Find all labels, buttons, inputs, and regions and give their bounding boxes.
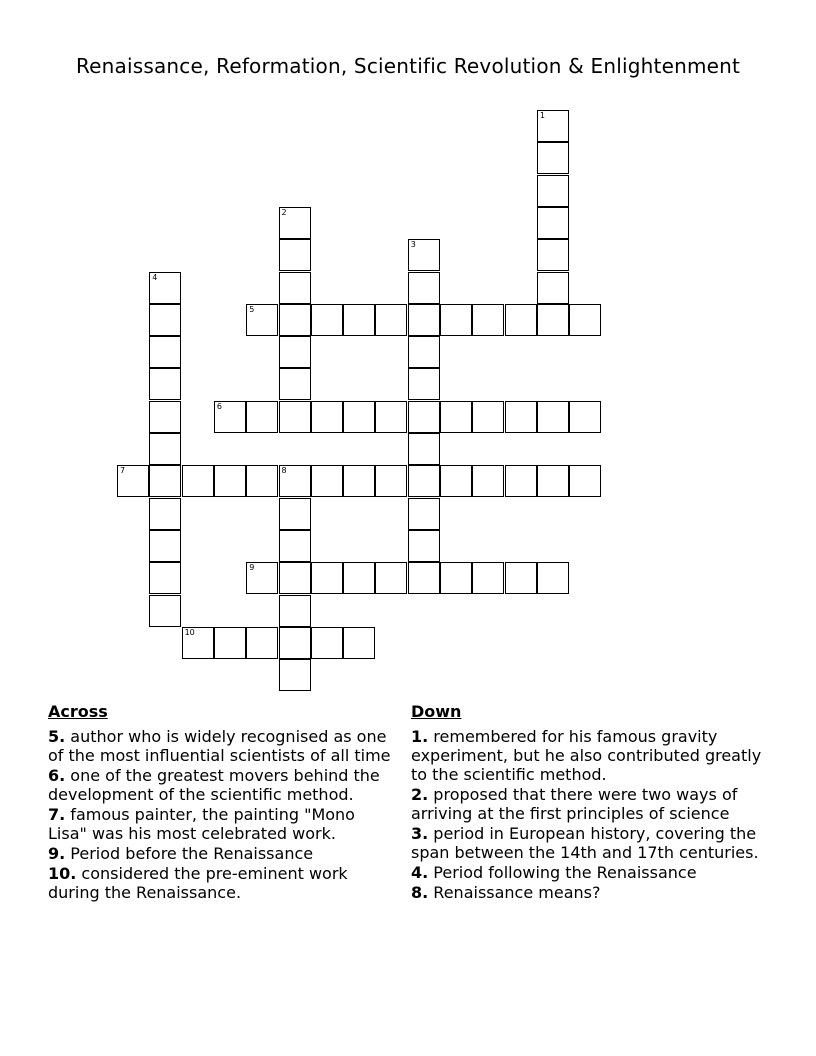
crossword-cell[interactable] <box>149 336 181 368</box>
crossword-cell[interactable] <box>279 627 311 659</box>
crossword-cell[interactable] <box>569 465 601 497</box>
down-clue <box>411 785 771 823</box>
crossword-cell[interactable] <box>214 627 246 659</box>
across-clue <box>48 766 398 804</box>
crossword-cell[interactable] <box>279 207 311 239</box>
cell-number: 7 <box>120 466 126 476</box>
crossword-cell[interactable] <box>279 562 311 594</box>
crossword-cell[interactable] <box>311 627 343 659</box>
crossword-cell[interactable] <box>408 401 440 433</box>
crossword-cell[interactable] <box>149 272 181 304</box>
crossword-cell[interactable] <box>537 142 569 174</box>
clue-number: 4 . <box>411 863 428 882</box>
crossword-cell[interactable] <box>408 368 440 400</box>
down-clue <box>411 883 771 902</box>
crossword-cell[interactable] <box>279 239 311 271</box>
clue-number: 7 . <box>48 805 65 824</box>
crossword-cell[interactable] <box>569 304 601 336</box>
crossword-cell[interactable] <box>472 562 504 594</box>
crossword-cell[interactable] <box>440 465 472 497</box>
crossword-cell[interactable] <box>343 401 375 433</box>
crossword-cell[interactable] <box>246 401 278 433</box>
crossword-cell[interactable] <box>408 272 440 304</box>
cell-number: 9 <box>249 563 255 573</box>
cell-number: 4 <box>152 272 158 282</box>
crossword-cell[interactable] <box>279 401 311 433</box>
clue-number: 2 . <box>411 785 428 804</box>
cell-number: 2 <box>281 207 287 217</box>
crossword-cell[interactable] <box>537 207 569 239</box>
crossword-cell[interactable] <box>537 110 569 142</box>
crossword-cell[interactable] <box>375 401 407 433</box>
crossword-cell[interactable] <box>149 595 181 627</box>
crossword-cell[interactable] <box>149 562 181 594</box>
across-clue <box>48 844 398 863</box>
crossword-cell[interactable] <box>537 304 569 336</box>
crossword-cell[interactable] <box>279 368 311 400</box>
crossword-cell[interactable] <box>182 465 214 497</box>
clue-text: Period following the Renaissance <box>428 863 697 882</box>
across-clue <box>48 727 398 765</box>
clue-text: period in European history, covering the span between the 14th and 17th centuries. <box>411 824 759 862</box>
crossword-cell[interactable] <box>279 465 311 497</box>
crossword-cell[interactable] <box>279 530 311 562</box>
crossword-cell[interactable] <box>246 465 278 497</box>
across-clues <box>48 702 398 903</box>
crossword-cell[interactable] <box>149 368 181 400</box>
cell-number: 8 <box>281 466 287 476</box>
crossword-cell[interactable] <box>149 433 181 465</box>
crossword-cell[interactable] <box>375 562 407 594</box>
crossword-cell[interactable] <box>440 562 472 594</box>
clue-text: remembered for his famous gravity experiment, but he also contributed greatly to the scientific method. <box>411 727 762 784</box>
crossword-cell[interactable] <box>505 562 537 594</box>
crossword-cell[interactable] <box>311 465 343 497</box>
crossword-cell[interactable] <box>408 498 440 530</box>
crossword-cell[interactable] <box>214 465 246 497</box>
crossword-cell[interactable] <box>408 336 440 368</box>
down-heading: Down <box>411 702 462 721</box>
crossword-cell[interactable] <box>569 401 601 433</box>
crossword-cell[interactable] <box>472 465 504 497</box>
cell-number: 6 <box>216 401 222 411</box>
cell-number: 5 <box>249 304 255 314</box>
crossword-cell[interactable] <box>537 175 569 207</box>
crossword-cell[interactable] <box>537 272 569 304</box>
clue-number: 1 . <box>411 727 428 746</box>
crossword-cell[interactable] <box>472 401 504 433</box>
crossword-cell[interactable] <box>246 304 278 336</box>
crossword-cell[interactable] <box>149 401 181 433</box>
clue-text: one of the greatest movers behind the development of the scientific method. <box>48 766 380 804</box>
crossword-cell[interactable] <box>343 562 375 594</box>
crossword-cell[interactable] <box>537 239 569 271</box>
crossword-cell[interactable] <box>408 239 440 271</box>
crossword-cell[interactable] <box>408 433 440 465</box>
across-clue <box>48 864 398 902</box>
crossword-cell[interactable] <box>440 304 472 336</box>
crossword-cell[interactable] <box>149 465 181 497</box>
clue-text: famous painter, the painting "Mono Lisa" was his most celebrated work. <box>48 805 355 843</box>
clue-number: 5 . <box>48 727 65 746</box>
crossword-cell[interactable] <box>408 465 440 497</box>
crossword-cell[interactable] <box>343 465 375 497</box>
crossword-cell[interactable] <box>182 627 214 659</box>
clue-text: considered the pre-eminent work during the Renaissance. <box>48 864 348 902</box>
crossword-cell[interactable] <box>149 498 181 530</box>
crossword-cell[interactable] <box>408 562 440 594</box>
crossword-cell[interactable] <box>279 304 311 336</box>
crossword-cell[interactable] <box>279 595 311 627</box>
clue-number: 6 . <box>48 766 65 785</box>
clue-number: 8 . <box>411 883 428 902</box>
down-clue <box>411 727 771 784</box>
crossword-cell[interactable] <box>343 627 375 659</box>
clue-text: Period before the Renaissance <box>65 844 314 863</box>
crossword-cell[interactable] <box>246 627 278 659</box>
cell-number: 3 <box>410 240 416 250</box>
crossword-cell[interactable] <box>343 304 375 336</box>
clue-text: author who is widely recognised as one of the most influential scientists of all time <box>48 727 391 765</box>
clue-text: Renaissance means? <box>428 883 601 902</box>
clue-number: 3 . <box>411 824 428 843</box>
crossword-cell[interactable] <box>408 530 440 562</box>
crossword-cell[interactable] <box>505 465 537 497</box>
clue-number: 9 . <box>48 844 65 863</box>
across-clue-list <box>48 727 398 902</box>
crossword-cell[interactable] <box>117 465 149 497</box>
down-clues <box>411 702 771 903</box>
crossword-cell[interactable] <box>440 401 472 433</box>
crossword-cell[interactable] <box>149 304 181 336</box>
crossword-cell[interactable] <box>472 304 504 336</box>
crossword-cell[interactable] <box>311 562 343 594</box>
crossword-cell[interactable] <box>214 401 246 433</box>
down-clue <box>411 824 771 862</box>
crossword-cell[interactable] <box>311 401 343 433</box>
down-clue <box>411 863 771 882</box>
crossword-cell[interactable] <box>537 401 569 433</box>
crossword-cell[interactable] <box>279 498 311 530</box>
across-heading: Across <box>48 702 108 721</box>
crossword-cell[interactable] <box>505 304 537 336</box>
crossword-cell[interactable] <box>279 659 311 691</box>
crossword-cell[interactable] <box>375 465 407 497</box>
cell-number: 1 <box>539 111 545 120</box>
cell-number: 10 <box>184 627 195 637</box>
crossword-cell[interactable] <box>149 530 181 562</box>
crossword-cell[interactable] <box>311 304 343 336</box>
crossword-cell[interactable] <box>279 336 311 368</box>
down-clue-list <box>411 727 771 902</box>
across-clue <box>48 805 398 843</box>
crossword-cell[interactable] <box>279 272 311 304</box>
page-title: Renaissance, Reformation, Scientific Revolution & Enlightenment <box>75 54 741 78</box>
crossword-cell[interactable] <box>375 304 407 336</box>
crossword-cell[interactable] <box>537 562 569 594</box>
crossword-cell[interactable] <box>246 562 278 594</box>
crossword-cell[interactable] <box>505 401 537 433</box>
clue-number: 10 . <box>48 864 76 883</box>
crossword-cell[interactable] <box>408 304 440 336</box>
crossword-cell[interactable] <box>537 465 569 497</box>
clue-text: proposed that there were two ways of arriving at the first principles of science <box>411 785 738 823</box>
